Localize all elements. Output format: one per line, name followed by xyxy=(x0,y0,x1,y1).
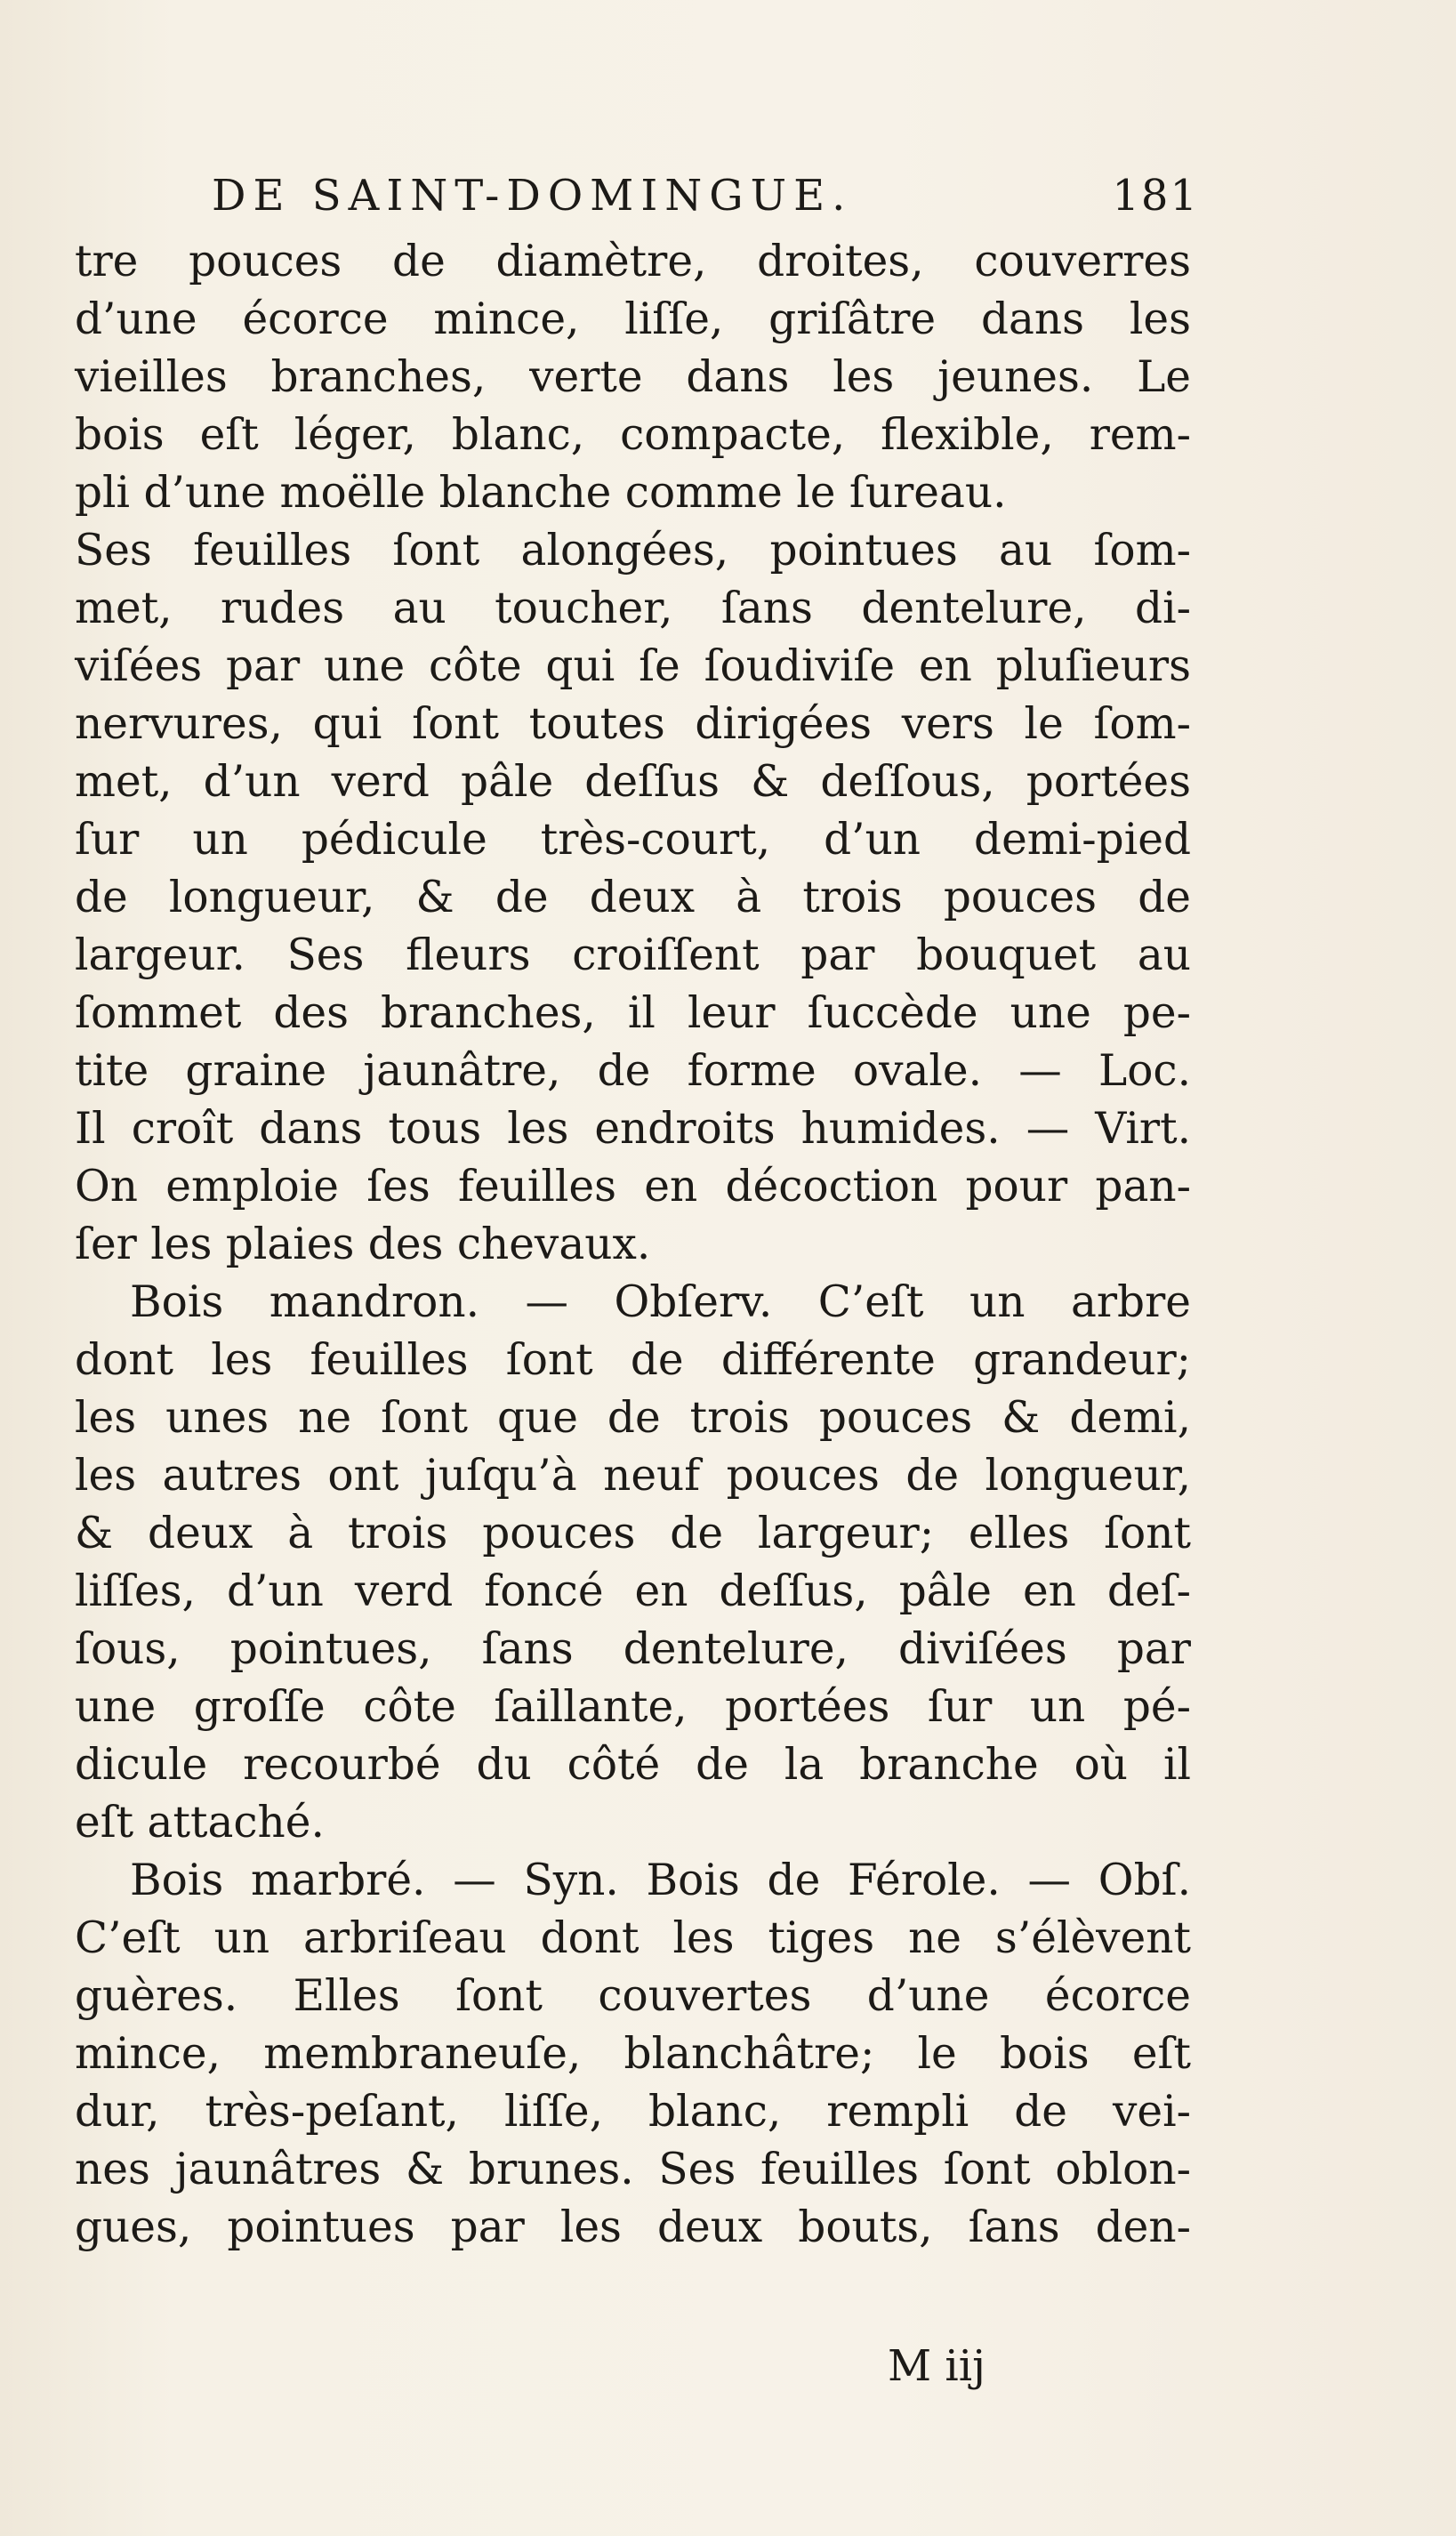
text-line: C’eſt un arbriſeau dont les tiges ne s’élèvent xyxy=(75,1913,1191,1963)
text-line: mince, membraneuſe, blanchâtre; le bois eſt xyxy=(75,2029,1191,2079)
body-text xyxy=(75,233,1191,2257)
running-title: DE SAINT-DOMINGUE. xyxy=(212,171,853,221)
text-line: tite graine jaunâtre, de forme ovale. — Loc. xyxy=(75,1046,1191,1096)
text-line: une groſſe côte ſaillante, portées ſur un pé- xyxy=(75,1682,1191,1732)
text-line: met, rudes au toucher, ſans dentelure, di- xyxy=(75,584,1191,633)
text-line: dont les feuilles ſont de différente grandeur; xyxy=(75,1335,1191,1385)
page-number: 181 xyxy=(1112,171,1199,221)
text-line: eſt attaché. xyxy=(75,1798,325,1848)
text-line: de longueur, & de deux à trois pouces de xyxy=(75,873,1191,922)
text-line: Bois mandron. — Obſerv. C’eſt un arbre xyxy=(130,1277,1191,1327)
text-line: ſommet des branches, il leur ſuccède une pe- xyxy=(75,988,1191,1038)
text-line: ſur un pédicule très-court, d’un demi-pied xyxy=(75,815,1191,865)
text-line: bois eſt léger, blanc, compacte, flexible, rem- xyxy=(75,410,1191,460)
text-line: dicule recourbé du côté de la branche où il xyxy=(75,1740,1191,1790)
text-line: dur, très-peſant, liſſe, blanc, rempli de vei- xyxy=(75,2087,1191,2137)
text-line: pli d’une moëlle blanche comme le ſureau. xyxy=(75,468,1007,518)
text-line: vieilles branches, verte dans les jeunes. Le xyxy=(75,352,1191,402)
text-line: nervures, qui ſont toutes dirigées vers le ſom- xyxy=(75,699,1191,749)
text-line: Bois marbré. — Syn. Bois de Férole. — Obſ. xyxy=(130,1856,1191,1905)
text-line: les autres ont juſqu’à neuf pouces de longueur, xyxy=(75,1451,1191,1501)
text-line: nes jaunâtres & brunes. Ses feuilles ſont oblon- xyxy=(75,2145,1191,2194)
text-line: largeur. Ses fleurs croiſſent par bouquet au xyxy=(75,930,1191,980)
text-line: On emploie ſes feuilles en décoction pour pan- xyxy=(75,1162,1191,1212)
text-line: & deux à trois pouces de largeur; elles ſont xyxy=(75,1509,1191,1558)
text-line: Il croît dans tous les endroits humides. — Virt. xyxy=(75,1104,1191,1154)
text-line: tre pouces de diamètre, droites, couverres xyxy=(75,237,1191,286)
text-line: met, d’un verd pâle deſſus & deſſous, portées xyxy=(75,757,1191,807)
text-line: guères. Elles ſont couvertes d’une écorce xyxy=(75,1971,1191,2021)
text-line: viſées par une côte qui ſe ſoudiviſe en pluſieurs xyxy=(75,641,1191,691)
signature-mark: M iij xyxy=(888,2341,985,2391)
text-line: Ses feuilles ſont alongées, pointues au ſom- xyxy=(75,526,1191,576)
text-line: liſſes, d’un verd foncé en deſſus, pâle en deſ- xyxy=(75,1566,1191,1616)
text-line: d’une écorce mince, liſſe, griſâtre dans les xyxy=(75,294,1191,344)
text-line: ſous, pointues, ſans dentelure, diviſées par xyxy=(75,1624,1191,1674)
text-line: gues, pointues par les deux bouts, ſans den- xyxy=(75,2202,1191,2252)
page-header xyxy=(212,171,1199,224)
text-line: ſer les plaies des chevaux. xyxy=(75,1220,651,1269)
text-line: les unes ne ſont que de trois pouces & demi, xyxy=(75,1393,1191,1443)
